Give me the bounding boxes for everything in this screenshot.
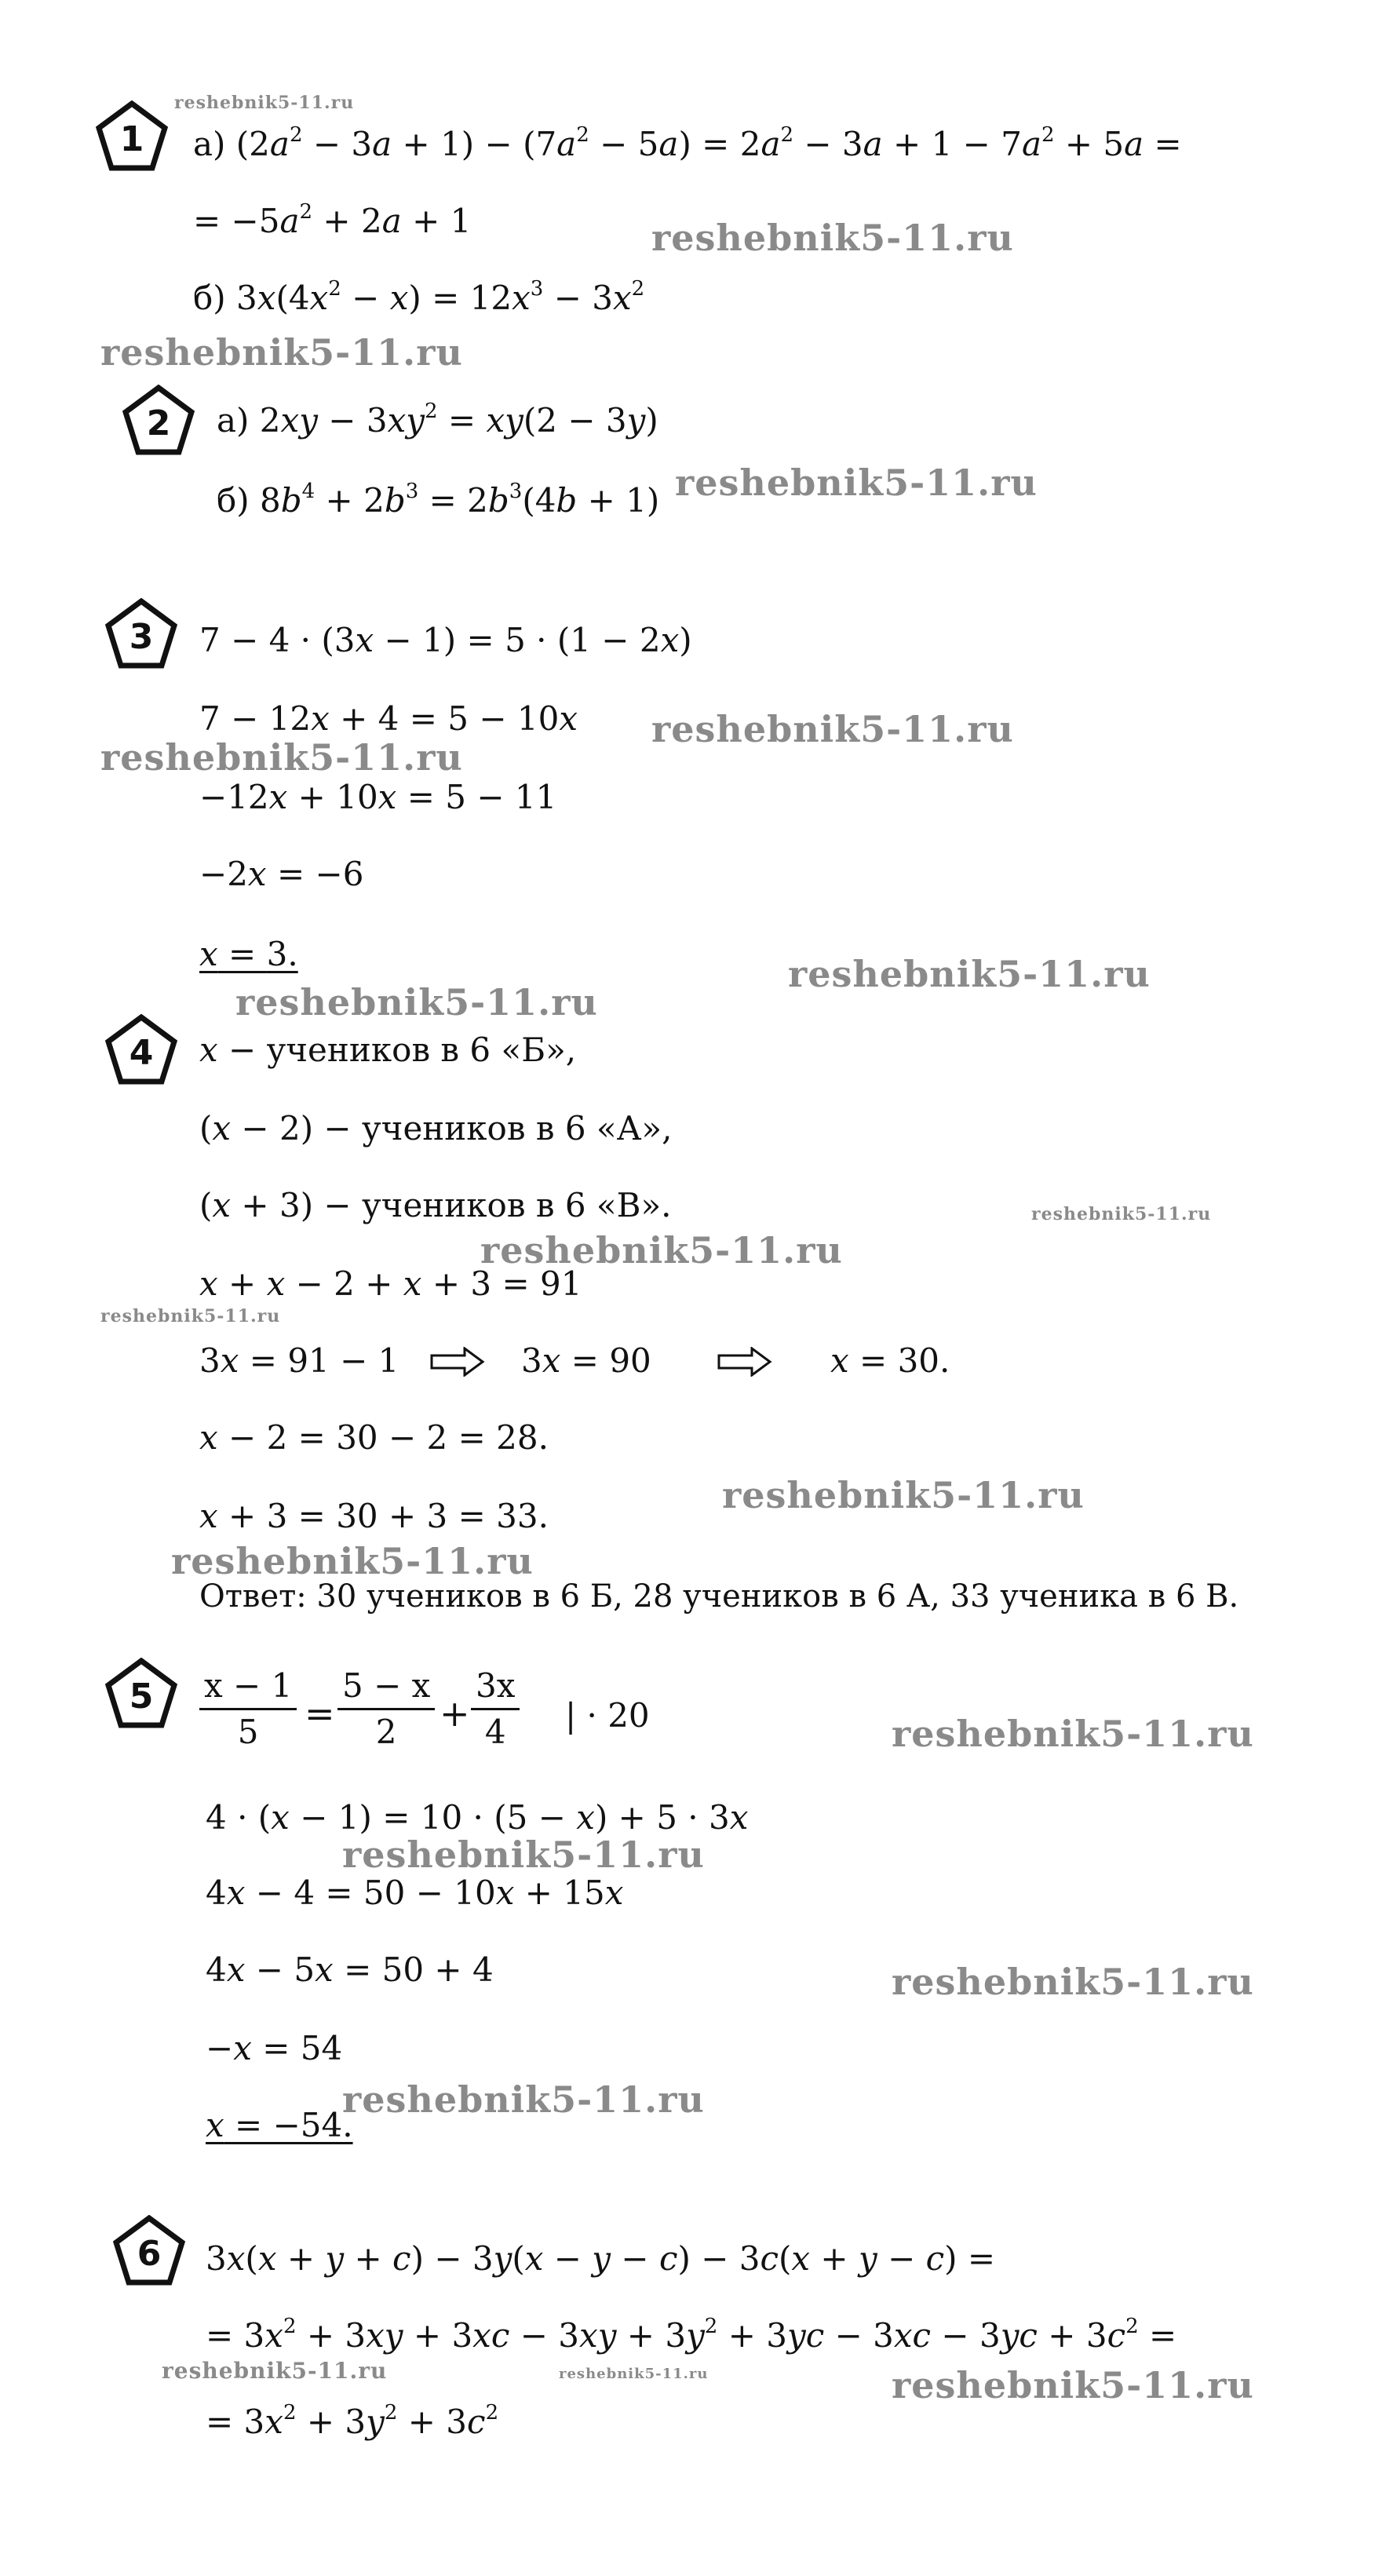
problem-6-badge [113, 2215, 185, 2287]
watermark: reshebnik5-11.ru [892, 1713, 1254, 1755]
watermark: reshebnik5-11.ru [174, 93, 355, 113]
watermark: reshebnik5-11.ru [100, 736, 463, 779]
watermark: reshebnik5-11.ru [651, 217, 1014, 259]
problem-1-badge [96, 100, 168, 173]
p3-line3: −12x + 10x = 5 − 11 [199, 778, 557, 816]
p4-line6: x − 2 = 30 − 2 = 28. [199, 1418, 549, 1457]
p6-line2: = $3x^2 + 3xy + 3xc - 3xy + 3y^2 + 3yc - 3xc - 3yc + 3c^2$ = [206, 2315, 1177, 2355]
implies-arrow-icon [717, 1347, 772, 1377]
p4-line3: (x + 3) − учеников в 6 «В». [199, 1186, 672, 1224]
p2-a-line: а) $2xy - 3xy^2 = xy(2 - 3y)$ [217, 400, 658, 440]
watermark: reshebnik5-11.ru [892, 1961, 1254, 2003]
watermark: reshebnik5-11.ru [1031, 1204, 1212, 1224]
svg-text:2: 2 [146, 403, 171, 443]
p4-line7: x + 3 = 30 + 3 = 33. [199, 1497, 549, 1535]
p4-answer: Ответ: 30 учеников в 6 Б, 28 учеников в 6 А, 33 ученика в 6 В. [199, 1578, 1239, 1615]
p1-a-line2: = $-5a^2 + 2a + 1$ [193, 200, 472, 240]
watermark: reshebnik5-11.ru [722, 1474, 1085, 1516]
p1-b-line: б) $3x(4x^2 - x) = 12x^3 - 3x^2$ [193, 277, 645, 317]
p5-line4: 4x − 5x = 50 + 4 [206, 1950, 494, 1989]
p2-b-line: б) $8b^4 + 2b^3 = 2b^3(4b + 1)$ [217, 480, 660, 520]
p5-multiplier: | · 20 [565, 1696, 650, 1735]
p1-a-line1: а) $(2a^2 - 3a + 1) - (7a^2 - 5a) = 2a^2 - 3a + 1 - 7a^2 + 5a$ = [193, 123, 1182, 163]
watermark: reshebnik5-11.ru [559, 2366, 709, 2382]
watermark: reshebnik5-11.ru [788, 953, 1151, 995]
p4-line1: x − учеников в 6 «Б», [199, 1031, 577, 1069]
svg-text:1: 1 [119, 119, 144, 159]
p4-line5b: 3x = 90 [521, 1341, 651, 1380]
watermark: reshebnik5-11.ru [342, 1833, 705, 1876]
watermark: reshebnik5-11.ru [235, 981, 598, 1023]
p5-line5: −x = 54 [206, 2029, 343, 2067]
p5-result: x = −54. [206, 2106, 353, 2144]
watermark: reshebnik5-11.ru [480, 1229, 843, 1272]
problem-4-badge [105, 1014, 177, 1086]
implies-arrow-icon [430, 1347, 485, 1377]
p4-line2: (x − 2) − учеников в 6 «А», [199, 1109, 673, 1148]
watermark: reshebnik5-11.ru [171, 1540, 534, 1582]
problem-2-badge [122, 385, 195, 457]
p6-line3: = $3x^2 + 3y^2 + 3c^2$ [206, 2401, 499, 2441]
p6-line1: 3x(x + y + c) − 3y(x − y − c) − 3c(x + y − c) = [206, 2239, 996, 2278]
svg-text:4: 4 [129, 1033, 154, 1073]
p5-fraction-1: $\frac{x - 1}{5}$ [199, 1667, 297, 1751]
p5-line2: 4 · (x − 1) = 10 · (5 − x) + 5 · 3x [206, 1798, 749, 1837]
svg-text:3: 3 [129, 617, 154, 657]
p5-line3: 4x − 4 = 50 − 10x + 15x [206, 1874, 624, 1912]
p3-line1: 7 − 4 · (3x − 1) = 5 · (1 − 2x) [199, 621, 692, 659]
p5-fraction-3: $\frac{3x}{4}$ [471, 1667, 520, 1751]
p5-equals: = [305, 1692, 335, 1735]
p3-result: x = 3. [199, 935, 298, 973]
svg-text:5: 5 [129, 1677, 154, 1717]
p5-plus: + [440, 1692, 470, 1735]
watermark: reshebnik5-11.ru [162, 2358, 388, 2384]
p4-line5a: 3x = 91 − 1 [199, 1341, 399, 1380]
problem-5-badge [105, 1658, 177, 1730]
p4-line5c: x = 30. [830, 1341, 950, 1380]
p3-line2: 7 − 12x + 4 = 5 − 10x [199, 699, 578, 738]
watermark: reshebnik5-11.ru [100, 331, 463, 374]
svg-text:6: 6 [137, 2234, 162, 2274]
watermark: reshebnik5-11.ru [651, 708, 1014, 750]
p5-fraction-2: $\frac{5 - x}{2}$ [337, 1667, 435, 1751]
p3-line4: −2x = −6 [199, 855, 364, 893]
p4-line4: x + x − 2 + x + 3 = 91 [199, 1264, 582, 1303]
watermark: reshebnik5-11.ru [892, 2364, 1254, 2406]
problem-3-badge [105, 598, 177, 670]
watermark: reshebnik5-11.ru [675, 462, 1038, 504]
watermark: reshebnik5-11.ru [100, 1306, 281, 1326]
watermark: reshebnik5-11.ru [342, 2078, 705, 2121]
